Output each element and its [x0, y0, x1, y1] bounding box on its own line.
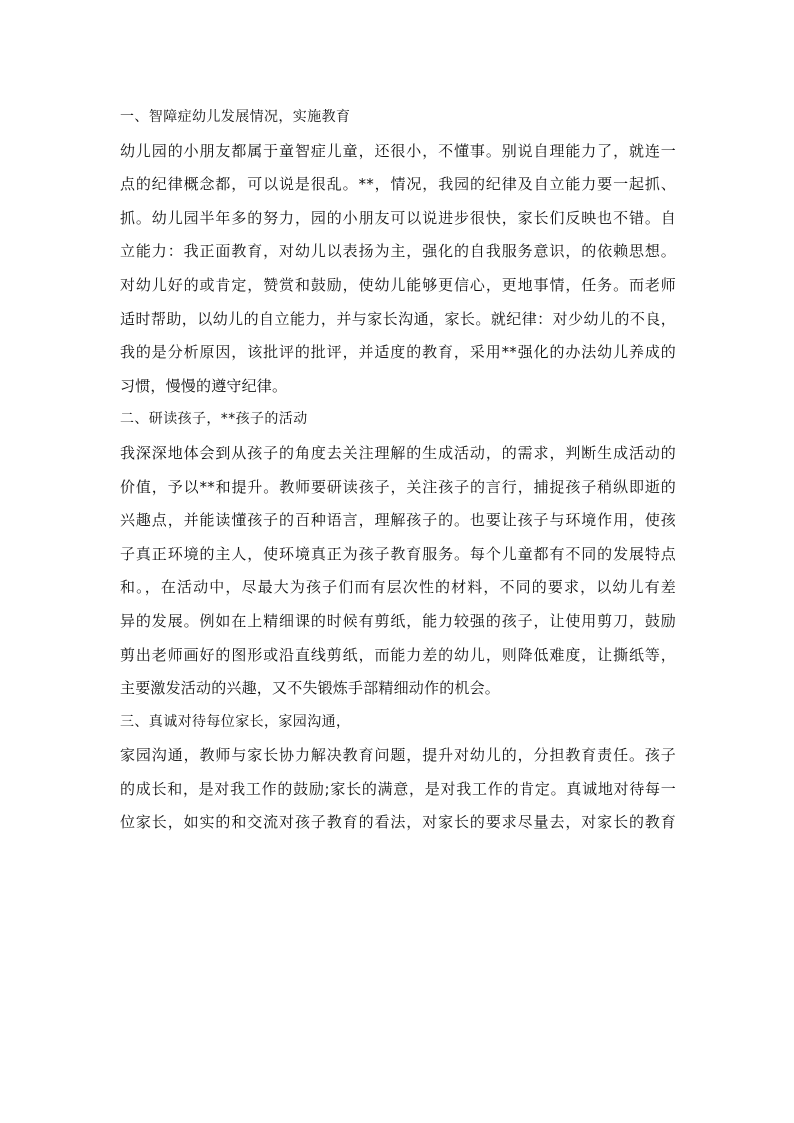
paragraph-line: 位家长，如实的和交流对孩子教育的看法，对家长的要求尽量去，对家长的教育: [120, 813, 676, 832]
paragraph-line: 对幼儿好的或肯定，赞赏和鼓励，使幼儿能够更信心，更地事情，任务。而老师: [120, 275, 676, 294]
paragraph-line: 点的纪律概念都，可以说是很乱。**，情况，我园的纪律及自立能力要一起抓、: [120, 175, 676, 194]
section-heading-3: 三、真诚对待每位家长，家园沟通，: [120, 713, 351, 730]
paragraph-line: 我深深地体会到从孩子的角度去关注理解的生成活动，的需求，判断生成活动的: [120, 443, 676, 462]
section-heading-1: 一、智障症幼儿发展情况，实施教育: [120, 109, 351, 125]
paragraph-line: 我的是分析原因，该批评的批评，并适度的教育，采用**强化的办法幼儿养成的: [120, 343, 676, 362]
paragraph-line: 主要激发活动的兴趣，又不失锻炼手部精细动作的机会。: [120, 679, 501, 698]
paragraph-line: 价值，予以**和提升。教师要研读孩子，关注孩子的言行，捕捉孩子稍纵即逝的: [120, 477, 676, 496]
paragraph-line: 的成长和，是对我工作的鼓励;家长的满意，是对我工作的肯定。真诚地对待每一: [120, 779, 676, 798]
section-heading-2: 二、研读孩子，**孩子的活动: [120, 411, 308, 428]
document-body: [120, 103, 676, 842]
paragraph-line: 立能力：我正面教育，对幼儿以表扬为主，强化的自我服务意识，的依赖思想。: [120, 242, 676, 261]
paragraph-line: 异的发展。例如在上精细课的时候有剪纸，能力较强的孩子，让使用剪刀，鼓励: [120, 611, 676, 630]
paragraph-line: 兴趣点，并能读懂孩子的百种语言，理解孩子的。也要让孩子与环境作用，使孩: [120, 511, 676, 530]
paragraph-line: 剪出老师画好的图形或沿直线剪纸，而能力差的幼儿，则降低难度，让撕纸等，: [120, 645, 676, 664]
paragraph-line: 子真正环境的主人，使环境真正为孩子教育服务。每个儿童都有不同的发展特点: [120, 544, 676, 563]
paragraph-line: 适时帮助，以幼儿的自立能力，并与家长沟通，家长。就纪律：对少幼儿的不良，: [120, 309, 676, 328]
paragraph-line: 和。，在活动中，尽最大为孩子们而有层次性的材料，不同的要求，以幼儿有差: [120, 578, 676, 597]
paragraph-line: 家园沟通，教师与家长协力解决教育问题，提升对幼儿的，分担教育责任。孩子: [120, 746, 676, 765]
paragraph-line: 习惯，慢慢的遵守纪律。: [120, 376, 288, 395]
paragraph-line: 幼儿园的小朋友都属于童智症儿童，还很小，不懂事。别说自理能力了，就连一: [120, 141, 676, 160]
paragraph-line: 抓。幼儿园半年多的努力，园的小朋友可以说进步很快，家长们反映也不错。自: [120, 208, 676, 227]
